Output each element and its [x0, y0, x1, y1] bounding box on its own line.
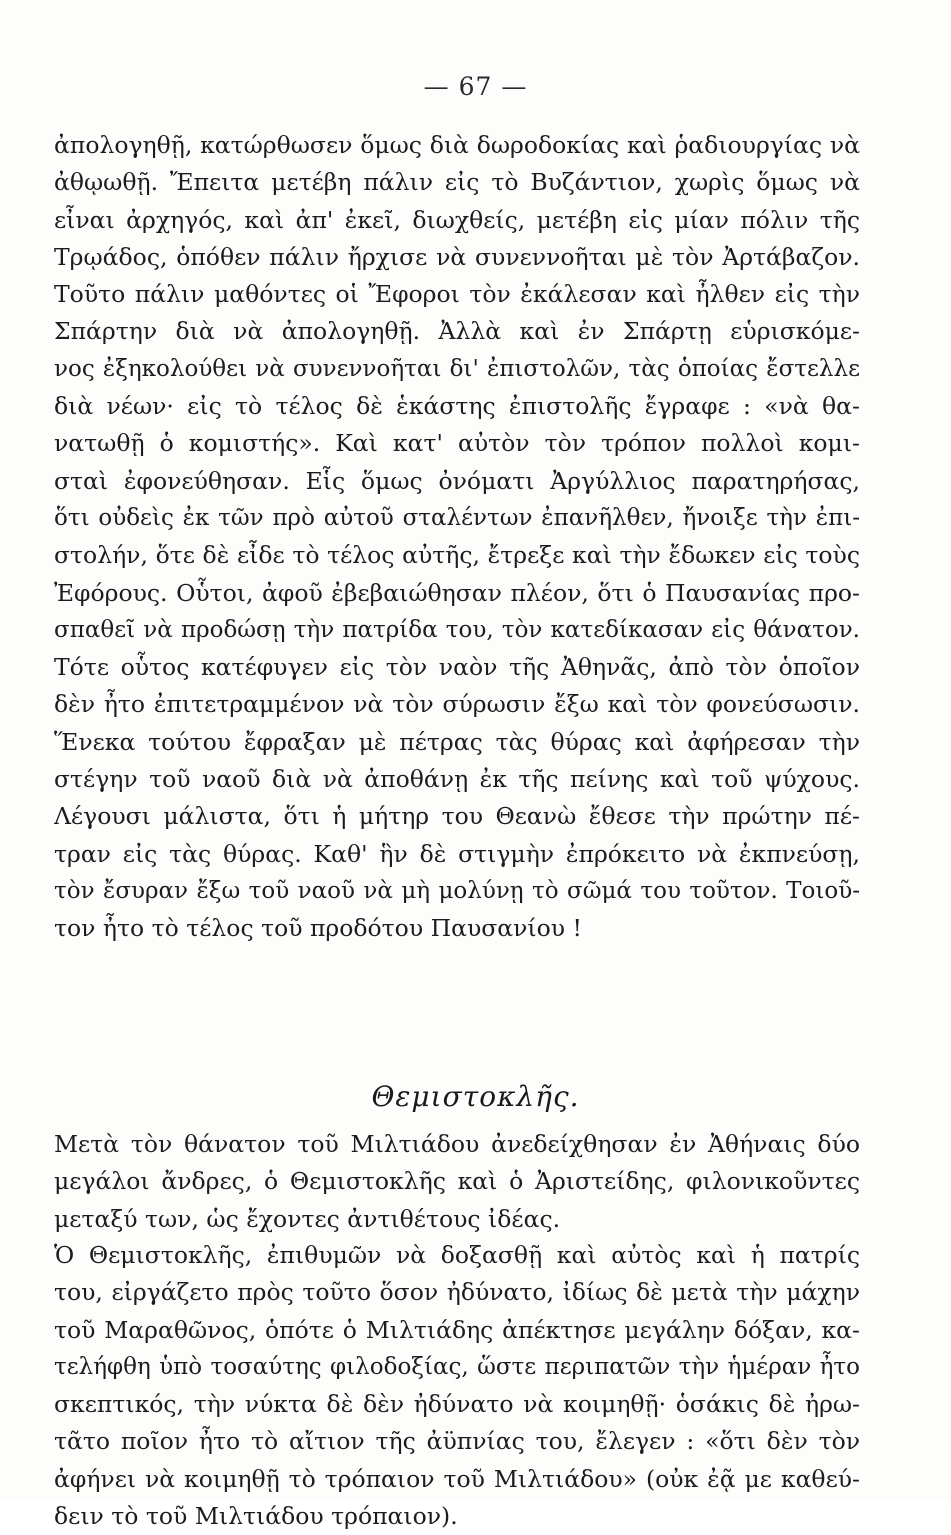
- text-line: Τρῳάδος, ὁπόθεν πάλιν ἤρχισε νὰ συνεννοῆται μὲ τὸν Ἀρτάβαζον.: [54, 242, 860, 271]
- text-line: ἀπολογηθῇ, κατώρθωσεν ὅμως διὰ δωροδοκίας καὶ ῥαδιουργίας νὰ: [54, 131, 860, 159]
- text-line: Σπάρτην διὰ νὰ ἀπολογηθῇ. Ἀλλὰ καὶ ἐν Σπάρτῃ εὑρισκόμε-: [54, 317, 860, 346]
- text-line: τραν εἰς τὰς θύρας. Καθ' ἣν δὲ στιγμὴν ἐπρόκειτο νὰ ἐκπνεύσῃ,: [54, 839, 860, 868]
- text-line: Ἕνεκα τούτου ἔφραξαν μὲ πέτρας τὰς θύρας καὶ ἀφήρεσαν τὴν: [54, 727, 860, 756]
- text-line: ἀφήνει νὰ κοιμηθῇ τὸ τρόπαιον τοῦ Μιλτιάδου» (οὐκ ἐᾷ με καθεύ-: [54, 1464, 860, 1493]
- text-line: τον ἦτο τὸ τέλος τοῦ προδότου Παυσανίου !: [54, 914, 582, 943]
- text-line: εἶναι ἀρχηγός, καὶ ἀπ' ἐκεῖ, διωχθείς, μετέβη εἰς μίαν πόλιν τῆς: [54, 205, 860, 234]
- text-line: τᾶτο ποῖον ἦτο τὸ αἴτιον τῆς ἀϋπνίας του, ἔλεγεν : «ὅτι δὲν τὸν: [54, 1427, 860, 1456]
- text-line: σπαθεῖ νὰ προδώσῃ τὴν πατρίδα του, τὸν κατεδίκασαν εἰς θάνατον.: [54, 616, 860, 643]
- text-line: ὅτι οὐδεὶς ἐκ τῶν πρὸ αὐτοῦ σταλέντων ἐπανῆλθεν, ἤνοιξε τὴν ἐπι-: [54, 504, 860, 531]
- paragraph-themistocles-ambition: [54, 1237, 860, 1535]
- text-line: μεγάλοι ἄνδρες, ὁ Θεμιστοκλῆς καὶ ὁ Ἀριστείδης, φιλονικοῦντες: [54, 1167, 860, 1196]
- text-line: του, εἰργάζετο πρὸς τοῦτο ὅσον ἠδύνατο, ἰδίως δὲ μετὰ τὴν μάχην: [54, 1278, 860, 1307]
- text-line: Ὁ Θεμιστοκλῆς, ἐπιθυμῶν νὰ δοξασθῇ καὶ αὐτὸς καὶ ἡ πατρίς: [54, 1241, 860, 1269]
- text-line: σκεπτικός, τὴν νύκτα δὲ δὲν ἠδύνατο νὰ κοιμηθῇ· ὁσάκις δὲ ἠρω-: [54, 1390, 860, 1419]
- text-line: στολήν, ὅτε δὲ εἶδε τὸ τέλος αὐτῆς, ἔτρεξε καὶ τὴν ἔδωκεν εἰς τοὺς: [54, 541, 860, 570]
- text-line: Λέγουσι μάλιστα, ὅτι ἡ μήτηρ του Θεανὼ ἔθεσε τὴν πρώτην πέ-: [54, 802, 860, 831]
- paragraph-pausanias-end: [54, 127, 860, 948]
- section-heading: Θεμιστοκλῆς.: [371, 1080, 580, 1113]
- text-line: τελήφθη ὑπὸ τοσαύτης φιλοδοξίας, ὥστε περιπατῶν τὴν ἡμέραν ἦτο: [54, 1353, 860, 1380]
- text-line: διὰ νέων· εἰς τὸ τέλος δὲ ἑκάστης ἐπιστολῆς ἔγραφε : «νὰ θα-: [54, 392, 860, 421]
- text-line: μεταξύ των, ὡς ἔχοντες ἀντιθέτους ἰδέας.: [54, 1204, 561, 1233]
- text-line: νατωθῇ ὁ κομιστής». Καὶ κατ' αὐτὸν τὸν τρόπον πολλοὶ κομι-: [54, 429, 860, 458]
- text-line: Τότε οὗτος κατέφυγεν εἰς τὸν ναὸν τῆς Ἀθηνᾶς, ἀπὸ τὸν ὁποῖον: [54, 653, 860, 682]
- text-line: Ἐφόρους. Οὗτοι, ἀφοῦ ἐβεβαιώθησαν πλέον, ὅτι ὁ Παυσανίας προ-: [54, 578, 860, 607]
- paragraph-themistocles-intro: [54, 1126, 860, 1238]
- text-line: τὸν ἔσυραν ἔξω τοῦ ναοῦ νὰ μὴ μολύνῃ τὸ σῶμά του τοῦτον. Τοιοῦ-: [54, 877, 860, 904]
- text-line: στέγην τοῦ ναοῦ διὰ νὰ ἀποθάνῃ ἐκ τῆς πείνης καὶ τοῦ ψύχους.: [54, 765, 860, 794]
- page-number: — 67 —: [423, 72, 528, 101]
- text-line: Μετὰ τὸν θάνατον τοῦ Μιλτιάδου ἀνεδείχθησαν ἐν Ἀθήναις δύο: [54, 1130, 860, 1158]
- text-line: τοῦ Μαραθῶνος, ὁπότε ὁ Μιλτιάδης ἀπέκτησε μεγάλην δόξαν, κα-: [54, 1315, 860, 1344]
- text-line: ἀθῳωθῇ. Ἔπειτα μετέβη πάλιν εἰς τὸ Βυζάντιον, χωρὶς ὅμως νὰ: [54, 168, 860, 197]
- text-line: δειν τὸ τοῦ Μιλτιάδου τρόπαιον).: [54, 1502, 458, 1531]
- text-line: Τοῦτο πάλιν μαθόντες οἱ Ἔφοροι τὸν ἐκάλεσαν καὶ ἦλθεν εἰς τὴν: [54, 280, 860, 309]
- text-line: σταὶ ἐφονεύθησαν. Εἷς ὅμως ὀνόματι Ἀργύλλιος παρατηρήσας,: [54, 466, 860, 495]
- text-line: δὲν ἦτο ἐπιτετραμμένον νὰ τὸν σύρωσιν ἔξω καὶ τὸν φονεύσωσιν.: [54, 690, 860, 719]
- text-line: νος ἐξηκολούθει νὰ συνεννοῆται δι' ἐπιστολῶν, τὰς ὁποίας ἔστελλε: [54, 355, 860, 382]
